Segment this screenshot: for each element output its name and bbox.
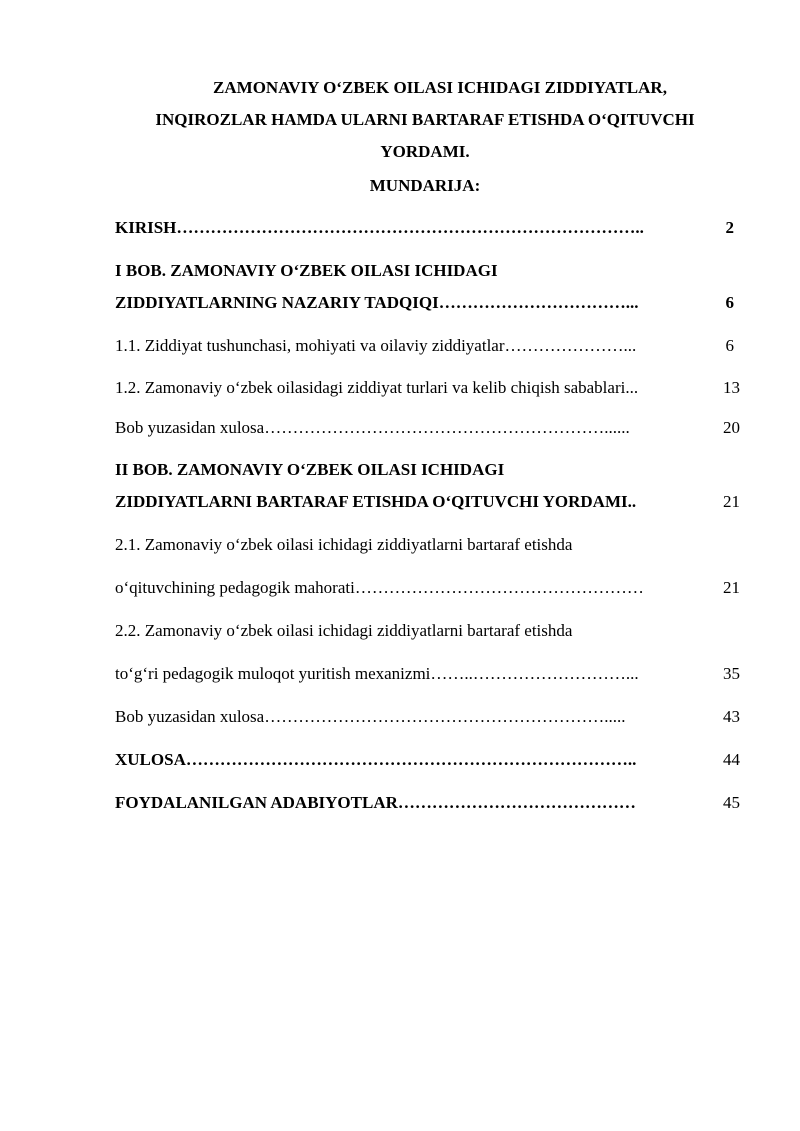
- toc-entry-2-2-line2[interactable]: [115, 663, 740, 685]
- toc-entry-1-1[interactable]: [115, 335, 740, 357]
- toc-entry-text: I BOB. ZAMONAVIY O‘ZBEK OILASI ICHIDAGI: [115, 261, 498, 280]
- toc-entry-text: Bob yuzasidan xulosa……………………………………………………......: [115, 418, 630, 437]
- toc-entry-text: 1.1. Ziddiyat tushunchasi, mohiyati va oilaviy ziddiyatlar…………………...: [115, 336, 637, 355]
- toc-entry-2-1-line1[interactable]: [115, 534, 740, 556]
- toc-page-number: 44: [723, 750, 740, 769]
- toc-entry-bob1-line2[interactable]: [115, 292, 740, 314]
- toc-page-number: 21: [723, 578, 740, 597]
- toc-entry-2-2-line1[interactable]: [115, 620, 740, 642]
- title-line-1: ZAMONAVIY O‘ZBEK OILASI ICHIDAGI ZIDDIYATLAR,: [213, 78, 667, 97]
- toc-page-number: 21: [723, 492, 740, 511]
- toc-entry-text: ZIDDIYATLARNI BARTARAF ETISHDA O‘QITUVCHI YORDAMI..: [115, 492, 637, 511]
- toc-entry-text: XULOSA……………………………………………………………………..: [115, 750, 637, 769]
- toc-page-number: 35: [723, 664, 740, 683]
- toc-entry-bob2-xulosa[interactable]: [115, 706, 740, 728]
- toc-entry-text: o‘qituvchining pedagogik mahorati……………………………………………: [115, 578, 644, 597]
- toc-entry-text: ZIDDIYATLARNING NAZARIY TADQIQI……………………………...: [115, 293, 639, 312]
- toc-entry-2-1-line2[interactable]: [115, 577, 740, 599]
- toc-entry-text: 1.2. Zamonaviy o‘zbek oilasidagi ziddiyat turlari va kelib chiqish sabablari...: [115, 378, 639, 397]
- toc-entry-bob1-line1[interactable]: [115, 260, 740, 282]
- toc-entry-text: 2.1. Zamonaviy o‘zbek oilasi ichidagi ziddiyatlarni bartaraf etishda: [115, 535, 573, 554]
- toc-entry-adabiyotlar[interactable]: [115, 792, 740, 814]
- toc-entry-text: KIRISH………………………………………………………………………..: [115, 218, 644, 237]
- toc-entry-text: Bob yuzasidan xulosa…………………………………………………….....: [115, 707, 626, 726]
- toc-page-number: 2: [725, 218, 734, 237]
- toc-entry-text: II BOB. ZAMONAVIY O‘ZBEK OILASI ICHIDAGI: [115, 460, 505, 479]
- toc-page-number: 6: [725, 293, 734, 312]
- toc-entry-xulosa[interactable]: [115, 749, 740, 771]
- toc-page-number: 20: [723, 418, 740, 437]
- toc-page-number: 43: [723, 707, 740, 726]
- toc-entry-text: 2.2. Zamonaviy o‘zbek oilasi ichidagi ziddiyatlarni bartaraf etishda: [115, 621, 573, 640]
- toc-heading: MUNDARIJA:: [369, 176, 481, 195]
- toc-page-number: 45: [723, 793, 740, 812]
- title-line-3: YORDAMI.: [380, 142, 470, 161]
- toc-entry-1-2[interactable]: [115, 377, 740, 399]
- toc-page-number: 6: [725, 336, 734, 355]
- document-title: [110, 72, 740, 168]
- toc-entry-text: FOYDALANILGAN ADABIYOTLAR……………………………………: [115, 793, 636, 812]
- title-line-2: INQIROZLAR HAMDA ULARNI BARTARAF ETISHDA O‘QITUVCHI: [155, 110, 695, 129]
- toc-entry-kirish[interactable]: [115, 217, 740, 239]
- toc-entry-bob1-xulosa[interactable]: [115, 417, 740, 439]
- toc-entry-bob2-line2[interactable]: [115, 491, 740, 513]
- toc-page-number: 13: [723, 378, 740, 397]
- toc-entry-text: to‘g‘ri pedagogik muloqot yuritish mexanizmi……..………………………...: [115, 664, 639, 683]
- toc-entry-bob2-line1[interactable]: [115, 459, 740, 481]
